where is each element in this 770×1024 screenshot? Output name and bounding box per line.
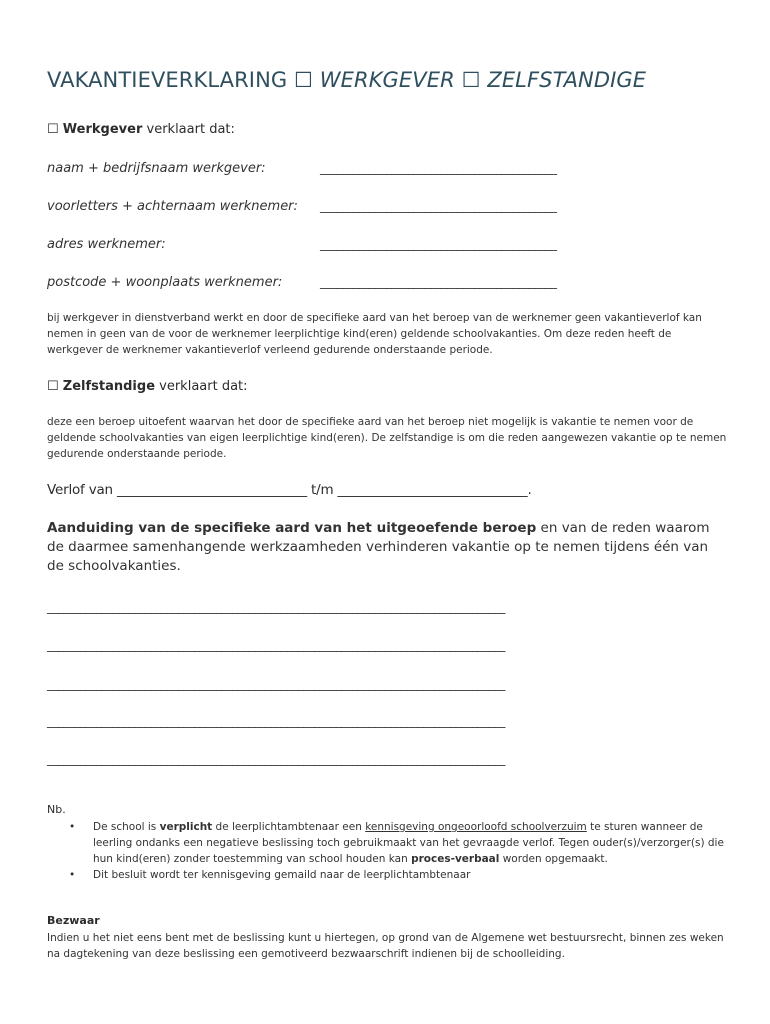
title-main: VAKANTIEVERKLARING <box>47 68 288 92</box>
field-line-werknemer-naam[interactable]: ___________________________________________ <box>320 199 557 213</box>
nb-text: De school is <box>93 821 160 833</box>
nb-list <box>65 819 730 883</box>
title-zelfstandige: ZELFSTANDIGE <box>487 68 647 92</box>
zelfstandige-paragraph: deze een beroep uitoefent waarvan het door de specifieke aard van het beroep niet mogelijk is vakantie te nemen voor de geldende schoolvakanties van eigen leerplichtige kind(eren). De zelfstandige is om die reden aangewezen vakantie op te nemen gedurende onderstaande periode. <box>47 416 727 460</box>
bezwaar-title: Bezwaar <box>47 914 100 927</box>
bezwaar-text: Indien u het niet eens bent met de beslissing kunt u hiertegen, op grond van de Algemene wet bestuursrecht, binnen zes weken na dagtekening van deze beslissing een gemotiveerd bezwaarschrift indienen bij de schoolleiding. <box>47 932 724 960</box>
field-label-bedrijfsnaam: naam + bedrijfsnaam werkgever: <box>47 161 266 176</box>
nb-label: Nb. <box>47 803 66 816</box>
aard-paragraph <box>47 519 727 576</box>
list-item <box>65 819 730 867</box>
zelfstandige-heading <box>47 379 248 394</box>
list-item <box>65 867 730 883</box>
fill-line-4[interactable]: ____________________________________________________________________________________ <box>47 714 505 728</box>
field-line-postcode[interactable]: ___________________________________________ <box>320 275 557 289</box>
nb-text: te sturen wanneer de leerling ondanks een negatieve beslissing toch gebruikmaakt van het gevraagde verlof. Tegen ouder(s)/verzorger(s) die hun kind(eren) zonder toestemming van school houden kan <box>93 821 724 865</box>
werkgever-heading <box>47 122 235 137</box>
zelfstandige-heading-rest: verklaart dat: <box>155 379 248 394</box>
nb-text: Dit besluit wordt ter kennisgeving gemaild naar de leerplichtambtenaar <box>93 869 471 881</box>
fill-line-1[interactable]: ____________________________________________________________________________________ <box>47 600 505 614</box>
werkgever-paragraph: bij werkgever in dienstverband werkt en door de specifieke aard van het beroep van de werknemer geen vakantieverlof kan nemen in geen van de voor de werknemer leerplichtige kind(eren) geldende schoolvakanties. Om deze reden heeft de werkgever de werknemer vakantieverlof verleend gedurende onderstaande periode. <box>47 312 702 356</box>
fill-line-5[interactable]: ____________________________________________________________________________________ <box>47 752 505 766</box>
field-line-adres[interactable]: ___________________________________________ <box>320 237 557 251</box>
bullet-icon: • <box>69 869 76 881</box>
nb-text: worden opgemaakt. <box>499 853 608 865</box>
title-checkbox-zelfstandige[interactable]: ☐ <box>461 68 481 92</box>
zelfstandige-heading-bold: Zelfstandige <box>62 379 156 394</box>
aard-rest: en van de reden waarom de daarmee samenhangende werkzaamheden verhinderen vakantie op te nemen tijdens één van de schoolvakanties. <box>47 520 710 574</box>
kennisgeving-link[interactable]: kennisgeving ongeoorloofd schoolverzuim <box>365 821 587 833</box>
field-label-adres: adres werknemer: <box>47 237 166 252</box>
bullet-icon: • <box>69 821 76 833</box>
werkgever-heading-bold: Werkgever <box>62 122 143 137</box>
aard-bold: Aanduiding van de specifieke aard van het uitgeoefende beroep <box>47 520 537 536</box>
nb-text: de leerplichtambtenaar een <box>212 821 366 833</box>
field-line-bedrijfsnaam[interactable]: ___________________________________________ <box>320 161 557 175</box>
page-title <box>47 68 646 92</box>
nb-bold-proces-verbaal: proces-verbaal <box>411 853 500 865</box>
nb-bold-verplicht: verplicht <box>159 821 213 833</box>
fill-line-3[interactable]: ____________________________________________________________________________________ <box>47 677 505 691</box>
title-checkbox-werkgever[interactable]: ☐ <box>294 68 313 92</box>
werkgever-checkbox[interactable]: ☐ <box>47 122 59 137</box>
field-label-werknemer-naam: voorletters + achternaam werknemer: <box>47 199 298 214</box>
title-werkgever: WERKGEVER <box>319 68 455 92</box>
zelfstandige-checkbox[interactable]: ☐ <box>47 379 59 394</box>
werkgever-heading-rest: verklaart dat: <box>142 122 235 137</box>
verlof-period-field[interactable]: Verlof van _____________________________ t/m _____________________________. <box>47 482 532 498</box>
field-label-postcode: postcode + woonplaats werknemer: <box>47 275 283 290</box>
fill-line-2[interactable]: ____________________________________________________________________________________ <box>47 638 505 652</box>
